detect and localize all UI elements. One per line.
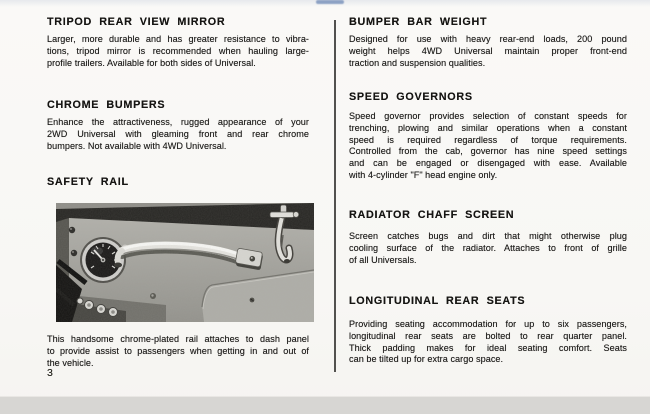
body-line: traction and suspension qualities.: [349, 57, 486, 68]
body-speed-governors: [349, 111, 627, 182]
body-line: bumpers. Not available with 4WD Universal.: [47, 140, 227, 151]
body-tripod-rear-view-mirror: [47, 34, 309, 69]
body-line: of all Universals.: [349, 254, 417, 265]
photo-grain: [56, 203, 314, 322]
heading-safety-rail: SAFETY RAIL: [47, 176, 129, 188]
body-line: the vehicle.: [47, 357, 94, 368]
body-line: Enhance the attractiveness, rugged appearance of your: [47, 117, 309, 127]
page-number: 3: [47, 367, 53, 379]
body-line: This handsome chrome-plated rail attaches to dash panel: [47, 334, 309, 344]
body-line: Designed for use with heavy rear-end loads, 200 pound: [349, 34, 627, 44]
body-line: profile trailers. Available for both sides of Universal.: [47, 57, 256, 68]
body-line: with 4-cylinder "F" head engine only.: [349, 169, 498, 180]
scan-bottom-edge: [0, 396, 650, 414]
body-line: weight helps 4WD Universal maintain proper front-end: [349, 45, 627, 56]
body-line: Providing seating accommodation for up to six passengers,: [349, 319, 627, 329]
body-radiator-chaff-screen: [349, 231, 627, 266]
heading-longitudinal-rear-seats: LONGITUDINAL REAR SEATS: [349, 295, 526, 307]
body-line: speed is required regardless of torque requirements.: [349, 134, 627, 145]
body-safety-rail: [47, 334, 309, 369]
body-line: 2WD Universal with gleaming front and rear chrome: [47, 128, 309, 139]
body-line: Controlled from the cab, governor has nine speed settings: [349, 146, 627, 157]
column-divider: [334, 20, 336, 372]
body-line: Speed governor provides selection of constant speeds for: [349, 111, 627, 121]
heading-radiator-chaff-screen: RADIATOR CHAFF SCREEN: [349, 209, 515, 221]
body-line: and can be engaged or disengaged with ease. Available: [349, 158, 627, 169]
body-line: Thick padding makes for ideal seating comfort. Seats: [349, 342, 627, 353]
heading-tripod-rear-view-mirror: TRIPOD REAR VIEW MIRROR: [47, 16, 226, 28]
body-line: cooling surface of the radiator. Attaches to front of grille: [349, 242, 627, 253]
body-line: Larger, more durable and has greater resistance to vibra-: [47, 34, 309, 44]
heading-speed-governors: SPEED GOVERNORS: [349, 91, 473, 103]
safety-rail-photo: [56, 203, 314, 322]
body-line: Screen catches bugs and dirt that might otherwise plug: [349, 231, 627, 241]
body-line: to provide assist to passengers when getting in and out of: [47, 345, 309, 356]
heading-bumper-bar-weight: BUMPER BAR WEIGHT: [349, 16, 488, 28]
body-longitudinal-rear-seats: [349, 319, 627, 366]
heading-chrome-bumpers: CHROME BUMPERS: [47, 99, 166, 111]
body-chrome-bumpers: [47, 117, 309, 152]
body-line: tions, tripod mirror is recommended when hauling large-: [47, 45, 309, 56]
scan-artifact: [316, 0, 344, 4]
body-line: trenching, plowing and similar operations when a constant: [349, 122, 627, 133]
body-bumper-bar-weight: [349, 34, 627, 69]
body-line: can be tilted up for extra cargo space.: [349, 354, 504, 365]
body-line: longitudinal rear seats are bolted to rear quarter panel.: [349, 330, 627, 341]
